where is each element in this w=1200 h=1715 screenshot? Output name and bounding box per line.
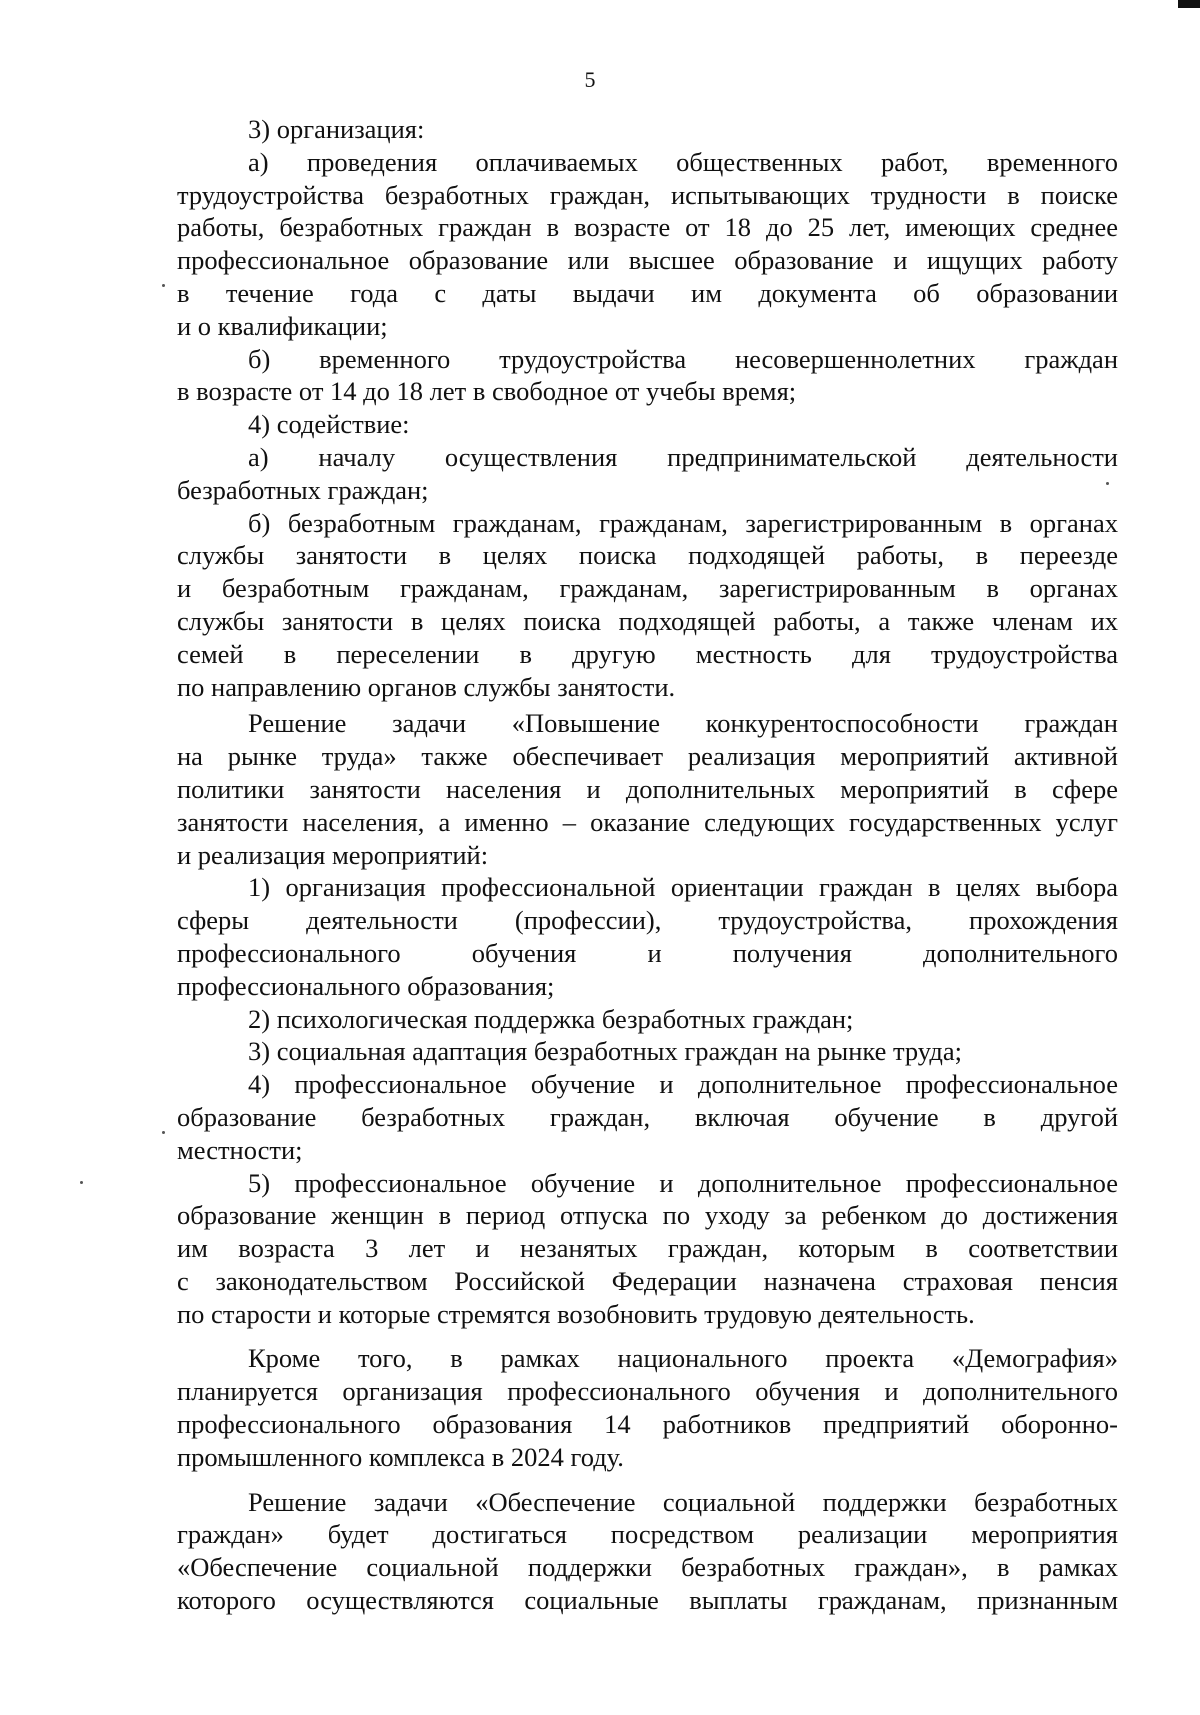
paragraph-gap: [177, 1330, 1118, 1342]
text-line: и реализация мероприятий:: [177, 839, 489, 870]
text-line: безработных граждан;: [177, 474, 429, 505]
text-line: местности;: [177, 1134, 303, 1165]
text-line: Решение задачи «Обеспечение социальной поддержки безработных: [248, 1486, 1118, 1517]
document-body: [177, 113, 1118, 1617]
text-line: по направлению органов службы занятости.: [177, 671, 676, 702]
paragraph-gap: [177, 1474, 1118, 1486]
text-line: 3) социальная адаптация безработных граждан на рынке труда;: [248, 1036, 962, 1067]
text-line: в возрасте от 14 до 18 лет в свободное от учебы время;: [177, 376, 797, 407]
text-line: профессионального образования;: [177, 970, 555, 1001]
text-line: службы занятости в целях поиска подходящей работы, в переезде: [177, 540, 1118, 571]
text-line: и безработным гражданам, гражданам, зарегистрированным в органах: [177, 573, 1118, 604]
text-line: профессионального образования 14 работников предприятий оборонно-: [177, 1409, 1118, 1440]
text-line: по старости и которые стремятся возобновить трудовую деятельность.: [177, 1298, 975, 1329]
text-line: службы занятости в целях поиска подходящей работы, а также членам их: [177, 605, 1118, 636]
scan-speck: [80, 1181, 83, 1184]
scan-speck: [162, 284, 165, 287]
text-line: Решение задачи «Повышение конкурентоспособности граждан: [248, 708, 1118, 739]
text-line: которого осуществляются социальные выплаты гражданам, признанным: [177, 1585, 1118, 1616]
text-line: с законодательством Российской Федерации назначена страховая пенсия: [177, 1265, 1118, 1296]
text-line: б) временного трудоустройства несовершеннолетних граждан: [248, 343, 1118, 374]
text-line: а) началу осуществления предпринимательской деятельности: [248, 441, 1118, 472]
text-line: 2) психологическая поддержка безработных граждан;: [248, 1003, 854, 1034]
text-line: промышленного комплекса в 2024 году.: [177, 1441, 624, 1472]
text-line: сферы деятельности (профессии), трудоустройства, прохождения: [177, 905, 1118, 936]
text-line: им возраста 3 лет и незанятых граждан, которым в соответствии: [177, 1233, 1118, 1264]
text-line: профессионального обучения и получения дополнительного: [177, 937, 1118, 968]
scan-speck: [162, 1131, 165, 1134]
text-line: 3) организация:: [248, 114, 425, 144]
text-line: Кроме того, в рамках национального проекта «Демография»: [248, 1343, 1118, 1374]
page-number: 5: [584, 67, 596, 92]
text-line: профессиональное образование или высшее образование и ищущих работу: [177, 245, 1118, 276]
text-line: образование женщин в период отпуска по уходу за ребенком до достижения: [177, 1200, 1118, 1231]
text-line: семей в переселении в другую местность для трудоустройства: [177, 638, 1118, 669]
text-line: 4) профессиональное обучение и дополнительное профессиональное: [248, 1069, 1118, 1100]
text-line: образование безработных граждан, включая обучение в другой: [177, 1101, 1118, 1132]
scan-corner-mark: [1178, 0, 1200, 8]
text-line: 4) содействие:: [248, 409, 410, 440]
text-line: 1) организация профессиональной ориентации граждан в целях выбора: [248, 872, 1118, 903]
text-line: в течение года с даты выдачи им документа об образовании: [177, 277, 1118, 308]
text-line: «Обеспечение социальной поддержки безработных граждан», в рамках: [177, 1552, 1118, 1583]
text-line: граждан» будет достигаться посредством реализации мероприятия: [177, 1519, 1118, 1550]
text-line: на рынке труда» также обеспечивает реализация мероприятий активной: [177, 741, 1118, 772]
text-line: 5) профессиональное обучение и дополнительное профессиональное: [248, 1167, 1118, 1198]
text-line: б) безработным гражданам, гражданам, зарегистрированным в органах: [248, 507, 1118, 538]
text-line: политики занятости населения и дополнительных мероприятий в сфере: [177, 773, 1118, 804]
text-line: занятости населения, а именно – оказание следующих государственных услуг: [177, 806, 1118, 837]
text-line: и о квалификации;: [177, 310, 388, 341]
text-line: трудоустройства безработных граждан, испытывающих трудности в поиске: [177, 179, 1118, 210]
text-line: а) проведения оплачиваемых общественных работ, временного: [248, 146, 1118, 177]
text-line: работы, безработных граждан в возрасте от 18 до 25 лет, имеющих среднее: [177, 212, 1118, 243]
text-line: планируется организация профессионального обучения и дополнительного: [177, 1376, 1118, 1407]
